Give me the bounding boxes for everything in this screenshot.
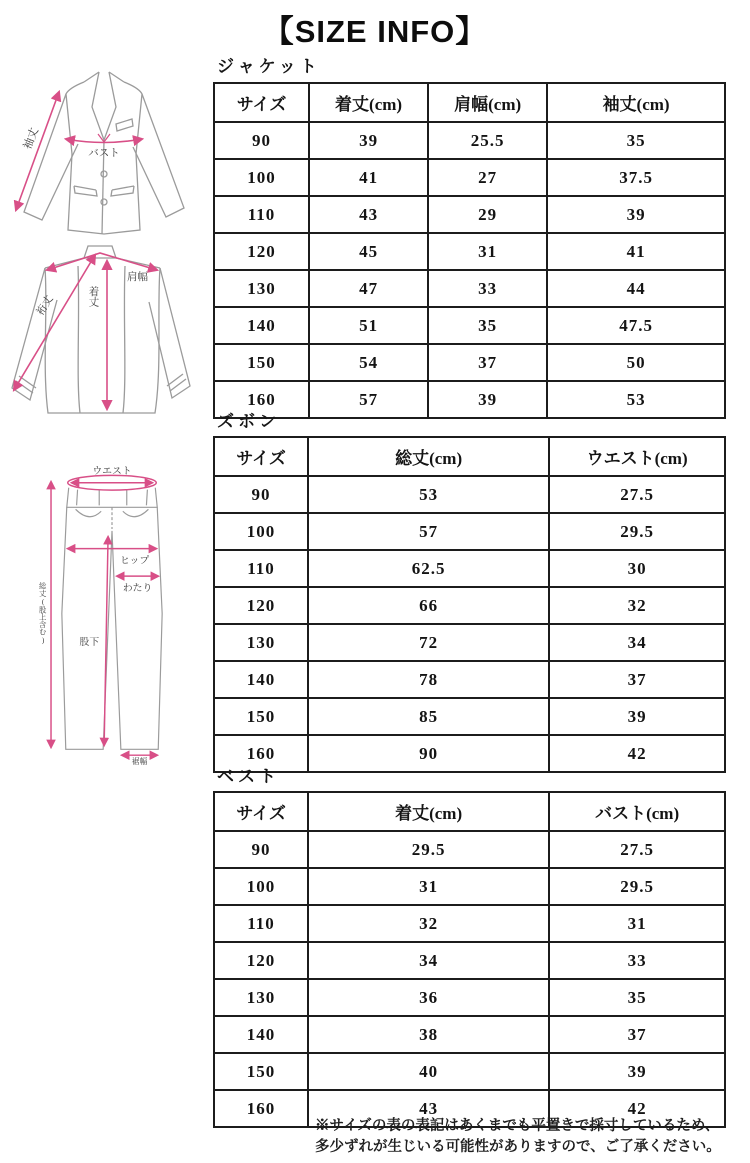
table-row <box>214 381 725 418</box>
table-row <box>214 550 725 587</box>
table-cell: 29.5 <box>549 868 725 905</box>
table-cell: 57 <box>309 381 428 418</box>
section-label-vest: ベスト <box>217 767 280 786</box>
table-cell: 37 <box>549 661 725 698</box>
table-cell: 57 <box>308 513 549 550</box>
table-cell: 140 <box>214 307 309 344</box>
table-cell: 160 <box>214 735 308 772</box>
table-cell: 35 <box>547 122 725 159</box>
table-cell: 130 <box>214 979 308 1016</box>
table-cell: 29.5 <box>549 513 725 550</box>
table-cell: 39 <box>549 1053 725 1090</box>
table-cell: 27 <box>428 159 547 196</box>
table-cell: 90 <box>214 122 309 159</box>
table-row <box>214 698 725 735</box>
table-cell: 32 <box>308 905 549 942</box>
pants-size-table <box>213 436 726 773</box>
table-cell: 39 <box>549 698 725 735</box>
table-cell: 29 <box>428 196 547 233</box>
table-row <box>214 735 725 772</box>
body-length-label: 着丈 <box>87 286 99 307</box>
table-cell: 30 <box>549 550 725 587</box>
table-cell: 110 <box>214 905 308 942</box>
table-cell: 140 <box>214 1016 308 1053</box>
column-header: バスト(cm) <box>549 792 725 831</box>
table-row <box>214 942 725 979</box>
table-cell: 42 <box>549 1090 725 1127</box>
jacket-back-diagram <box>0 238 205 423</box>
table-cell: 110 <box>214 550 308 587</box>
table-cell: 130 <box>214 624 308 661</box>
header-row <box>214 437 725 476</box>
table-row <box>214 1016 725 1053</box>
table-row <box>214 661 725 698</box>
table-cell: 140 <box>214 661 308 698</box>
shoulder-width-label: 肩幅 <box>127 272 148 283</box>
table-cell: 27.5 <box>549 476 725 513</box>
table-row <box>214 587 725 624</box>
jacket-size-table <box>213 82 726 419</box>
jacket-front-diagram <box>4 62 214 240</box>
table-cell: 150 <box>214 1053 308 1090</box>
table-cell: 66 <box>308 587 549 624</box>
table-row <box>214 624 725 661</box>
table-row <box>214 868 725 905</box>
header-row <box>214 83 725 122</box>
table-cell: 39 <box>309 122 428 159</box>
note-line-1: ※サイズの表の表記はあくまでも平置きで採寸しているため、 <box>315 1118 720 1134</box>
table-cell: 53 <box>547 381 725 418</box>
table-cell: 120 <box>214 587 308 624</box>
inseam-label: 股下 <box>79 637 100 649</box>
table-cell: 40 <box>308 1053 549 1090</box>
table-cell: 39 <box>547 196 725 233</box>
table-cell: 31 <box>428 233 547 270</box>
measurement-note <box>315 1116 745 1158</box>
table-row <box>214 196 725 233</box>
thigh-label: わたり <box>122 582 153 594</box>
table-cell: 25.5 <box>428 122 547 159</box>
column-header: 肩幅(cm) <box>428 83 547 122</box>
table-cell: 90 <box>214 476 308 513</box>
table-row <box>214 1053 725 1090</box>
section-label-pants: ズボン <box>217 412 280 431</box>
table-cell: 29.5 <box>308 831 549 868</box>
table-cell: 100 <box>214 513 308 550</box>
table-cell: 85 <box>308 698 549 735</box>
table-cell: 36 <box>308 979 549 1016</box>
table-cell: 160 <box>214 1090 308 1127</box>
table-cell: 43 <box>308 1090 549 1127</box>
table-cell: 53 <box>308 476 549 513</box>
pants-diagram <box>38 466 186 766</box>
table-cell: 35 <box>428 307 547 344</box>
table-cell: 90 <box>214 831 308 868</box>
table-cell: 31 <box>308 868 549 905</box>
table-cell: 41 <box>309 159 428 196</box>
column-header: サイズ <box>214 437 308 476</box>
table-cell: 130 <box>214 270 309 307</box>
page-title: 【SIZE INFO】 <box>262 14 488 49</box>
table-row <box>214 307 725 344</box>
table-cell: 37 <box>549 1016 725 1053</box>
table-row <box>214 979 725 1016</box>
column-header: 着丈(cm) <box>308 792 549 831</box>
table-row <box>214 159 725 196</box>
table-cell: 120 <box>214 942 308 979</box>
pants-sketch <box>62 488 162 750</box>
table-cell: 38 <box>308 1016 549 1053</box>
table-cell: 110 <box>214 196 309 233</box>
table-cell: 42 <box>549 735 725 772</box>
column-header: サイズ <box>214 792 308 831</box>
section-label-jacket: ジャケット <box>217 57 321 76</box>
table-cell: 160 <box>214 381 309 418</box>
sleeve-length-label: 袖丈 <box>21 126 42 152</box>
column-header: 総丈(cm) <box>308 437 549 476</box>
table-cell: 33 <box>428 270 547 307</box>
waist-label: ウエスト <box>92 466 132 477</box>
table-cell: 150 <box>214 698 308 735</box>
jacket-back-sketch <box>12 246 190 413</box>
table-cell: 41 <box>547 233 725 270</box>
total-length-label: 総丈(股上含む) <box>38 582 48 645</box>
vest-size-table <box>213 791 726 1128</box>
column-header: ウエスト(cm) <box>549 437 725 476</box>
table-cell: 31 <box>549 905 725 942</box>
table-row <box>214 122 725 159</box>
table-cell: 33 <box>549 942 725 979</box>
table-cell: 27.5 <box>549 831 725 868</box>
table-cell: 37.5 <box>547 159 725 196</box>
bust-label: バスト <box>88 148 120 159</box>
jacket-front-measure-lines <box>16 92 142 210</box>
table-cell: 43 <box>309 196 428 233</box>
table-cell: 100 <box>214 159 309 196</box>
column-header: 袖丈(cm) <box>547 83 725 122</box>
table-cell: 51 <box>309 307 428 344</box>
yuki-length-label: 裄丈 <box>35 293 56 318</box>
table-cell: 47 <box>309 270 428 307</box>
table-cell: 32 <box>549 587 725 624</box>
table-cell: 62.5 <box>308 550 549 587</box>
table-cell: 45 <box>309 233 428 270</box>
table-cell: 44 <box>547 270 725 307</box>
table-cell: 72 <box>308 624 549 661</box>
table-cell: 150 <box>214 344 309 381</box>
hip-label: ヒップ <box>120 555 150 567</box>
table-cell: 47.5 <box>547 307 725 344</box>
table-cell: 37 <box>428 344 547 381</box>
table-cell: 54 <box>309 344 428 381</box>
table-row <box>214 270 725 307</box>
table-row <box>214 831 725 868</box>
hem-width-label: 裾幅 <box>131 757 148 766</box>
table-row <box>214 476 725 513</box>
table-cell: 120 <box>214 233 309 270</box>
column-header: サイズ <box>214 83 309 122</box>
table-cell: 39 <box>428 381 547 418</box>
table-cell: 78 <box>308 661 549 698</box>
pants-measure-lines <box>51 475 158 755</box>
table-row <box>214 513 725 550</box>
table-cell: 34 <box>308 942 549 979</box>
table-row <box>214 344 725 381</box>
column-header: 着丈(cm) <box>309 83 428 122</box>
table-cell: 34 <box>549 624 725 661</box>
table-cell: 50 <box>547 344 725 381</box>
table-cell: 90 <box>308 735 549 772</box>
table-cell: 100 <box>214 868 308 905</box>
table-row <box>214 233 725 270</box>
note-line-2: 多少ずれが生じいる可能性がありますので、ご了承ください。 <box>315 1139 721 1155</box>
table-cell: 35 <box>549 979 725 1016</box>
header-row <box>214 792 725 831</box>
table-row <box>214 905 725 942</box>
